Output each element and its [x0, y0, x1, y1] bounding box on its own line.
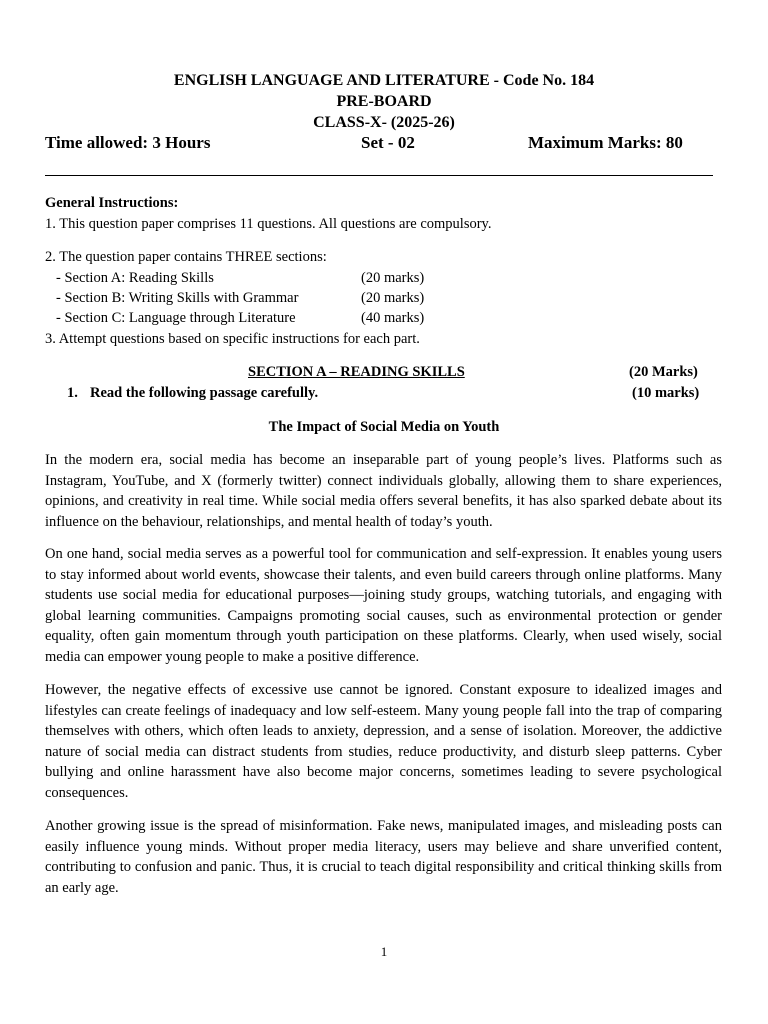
section-list-item-b: - Section B: Writing Skills with Grammar: [56, 290, 299, 306]
passage-paragraph-4: Another growing issue is the spread of misinformation. Fake news, manipulated images, and misleading posts can easily influence young minds. Without proper media literacy, users may believe and share unverified content, contributing to confusion and panic. Thus, it is crucial to teach digital responsibility and critical thinking skills from an early age.: [45, 818, 722, 896]
section-list-marks-a: (20 marks): [361, 270, 425, 286]
exam-name: PRE-BOARD: [336, 93, 432, 110]
section-a-heading: SECTION A – READING SKILLS: [248, 364, 465, 380]
question-1-instruction: Read the following passage carefully.: [90, 385, 319, 401]
section-list-item-c: - Section C: Language through Literature: [56, 310, 296, 326]
instructions-heading: General Instructions:: [45, 195, 179, 211]
passage-paragraph-2: On one hand, social media serves as a powerful tool for communication and self-expression. It enables young users to stay informed about world events, showcase their talents, and even build careers through online platforms. Many students use social media for educational purposes—joining study groups, watching tutorials, and engaging with global learning communities. Campaigns promoting social causes, such as environmental protection or gender equality, often gain momentum through youth participation on these platforms. Clearly, when used wisely, social media can empower young people to make a positive difference.: [45, 546, 722, 665]
time-allowed: Time allowed: 3 Hours: [45, 133, 211, 152]
section-a-marks: (20 Marks): [629, 364, 698, 380]
set-number: Set - 02: [361, 133, 415, 152]
instruction-item-2: 2. The question paper contains THREE sections:: [45, 249, 327, 265]
section-list-marks-c: (40 marks): [361, 310, 425, 326]
section-list-item-a: - Section A: Reading Skills: [56, 270, 214, 286]
class-label: CLASS-X- (2025-26): [313, 114, 455, 131]
section-list-marks-b: (20 marks): [361, 290, 425, 306]
passage-title: The Impact of Social Media on Youth: [268, 419, 500, 435]
question-1-number: 1.: [67, 385, 78, 401]
maximum-marks: Maximum Marks: 80: [528, 133, 683, 152]
page-number: 1: [380, 944, 388, 959]
passage-paragraph-3: However, the negative effects of excessive use cannot be ignored. Constant exposure to idealized images and lifestyles can create feelings of inadequacy and low self-esteem. Many young people fall into the trap of comparing themselves with others, which often leads to anxiety, depression, and a sense of isolation. Moreover, the addictive nature of social media can distract students from studies, reduce productivity, and disturb sleep patterns. Cyber bullying and online harassment have also become major concerns, sometimes leading to severe psychological consequences.: [45, 682, 722, 801]
passage-paragraph-1: In the modern era, social media has become an inseparable part of young people’s lives. Platforms such as Instagram, YouTube, and X (formerly twitter) connect individuals globally, allowing them to share experiences, opinions, and creativity in real time. While social media offers several benefits, it has also sparked debate about its influence on the behaviour, relationships, and mental health of today’s youth.: [45, 452, 722, 530]
instruction-item-3: 3. Attempt questions based on specific instructions for each part.: [45, 331, 420, 347]
paper-title: ENGLISH LANGUAGE AND LITERATURE - Code No. 184: [173, 72, 595, 89]
header-divider: [45, 175, 713, 176]
instruction-item-1: 1. This question paper comprises 11 questions. All questions are compulsory.: [45, 216, 492, 232]
question-1-marks: (10 marks): [632, 385, 700, 401]
